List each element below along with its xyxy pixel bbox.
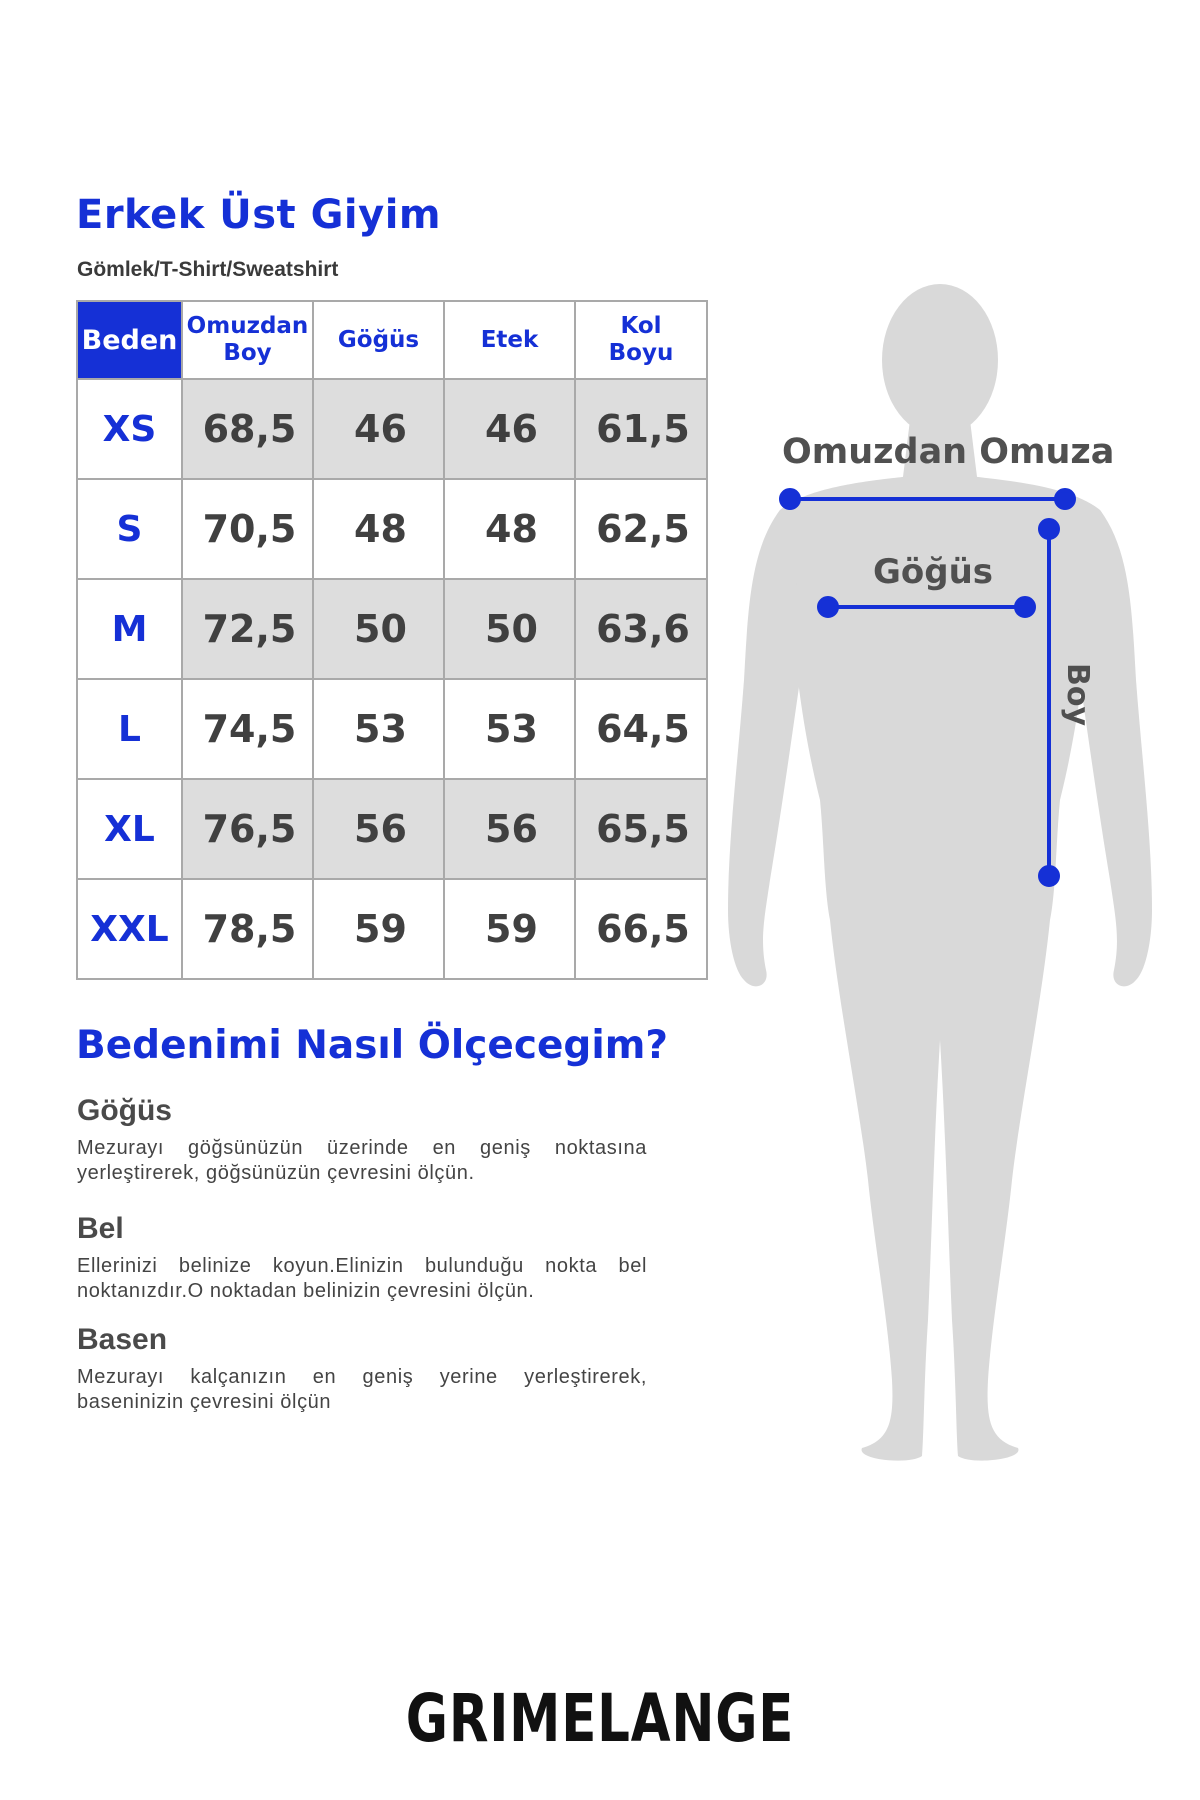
length-cell: 76,5 xyxy=(182,779,313,879)
length-label: Boy xyxy=(1060,663,1095,727)
column-header-sleeve-line2: Boyu xyxy=(608,340,674,366)
table-row xyxy=(77,779,707,879)
guide-item-text: Ellerinizi belinize koyun.Elinizin bulunduğu nokta bel noktanızdır.O noktadan belinizin çevresini ölçün. xyxy=(77,1255,647,1302)
chest-cell: 48 xyxy=(313,479,444,579)
table-row xyxy=(77,479,707,579)
length-cell: 74,5 xyxy=(182,679,313,779)
hem-cell: 56 xyxy=(444,779,575,879)
length-cell: 70,5 xyxy=(182,479,313,579)
chest-cell: 59 xyxy=(313,879,444,979)
guide-title: Bedenimi Nasıl Ölçecegim? xyxy=(76,1023,668,1068)
left-arm-shape xyxy=(728,510,802,986)
page-subtitle: Gömlek/T-Shirt/Sweatshirt xyxy=(77,258,339,281)
page-title: Erkek Üst Giyim xyxy=(76,192,442,238)
shoulder-label: Omuzdan Omuza xyxy=(782,432,1115,472)
chest-cell: 56 xyxy=(313,779,444,879)
guide-item-hip xyxy=(77,1323,647,1415)
guide-item-heading: Basen xyxy=(77,1323,168,1356)
torso-legs-shape xyxy=(765,476,1115,1461)
length-cell: 72,5 xyxy=(182,579,313,679)
column-header-chest: Göğüs xyxy=(313,301,444,379)
table-row xyxy=(77,579,707,679)
size-cell: S xyxy=(77,479,182,579)
column-header-length-line1: Omuzdan xyxy=(186,313,309,339)
table-row xyxy=(77,879,707,979)
sleeve-cell: 62,5 xyxy=(575,479,707,579)
length-bottom-dot xyxy=(1040,867,1058,885)
chest-cell: 50 xyxy=(313,579,444,679)
chest-cell: 53 xyxy=(313,679,444,779)
guide-item-heading: Göğüs xyxy=(77,1094,172,1127)
chest-left-dot xyxy=(819,598,837,616)
guide-item-text: Mezurayı kalçanızın en geniş yerine yerleştirerek, baseninizin çevresini ölçün xyxy=(77,1366,647,1413)
chest-label: Göğüs xyxy=(873,552,994,592)
size-cell: L xyxy=(77,679,182,779)
column-header-length xyxy=(182,301,313,379)
guide-item-chest xyxy=(77,1094,647,1186)
shoulder-left-dot xyxy=(781,490,799,508)
size-cell: M xyxy=(77,579,182,679)
hem-cell: 53 xyxy=(444,679,575,779)
size-cell: XL xyxy=(77,779,182,879)
hem-cell: 50 xyxy=(444,579,575,679)
hem-cell: 59 xyxy=(444,879,575,979)
sleeve-cell: 64,5 xyxy=(575,679,707,779)
size-cell: XS xyxy=(77,379,182,479)
shoulder-right-dot xyxy=(1056,490,1074,508)
table-row xyxy=(77,679,707,779)
sleeve-cell: 63,6 xyxy=(575,579,707,679)
hem-cell: 48 xyxy=(444,479,575,579)
guide-item-waist xyxy=(77,1212,647,1304)
column-header-hem: Etek xyxy=(444,301,575,379)
length-top-dot xyxy=(1040,520,1058,538)
length-cell: 78,5 xyxy=(182,879,313,979)
hem-cell: 46 xyxy=(444,379,575,479)
right-arm-shape xyxy=(1078,510,1152,986)
length-cell: 68,5 xyxy=(182,379,313,479)
column-header-sleeve-line1: Kol xyxy=(620,313,662,339)
column-header-length-line2: Boy xyxy=(223,340,272,366)
guide-item-text: Mezurayı göğsünüzün üzerinde en geniş noktasına yerleştirerek, göğsünüzün çevresini ölçün. xyxy=(77,1137,647,1184)
size-chart-table xyxy=(76,300,708,980)
sleeve-cell: 66,5 xyxy=(575,879,707,979)
head-shape xyxy=(882,284,998,436)
chest-cell: 46 xyxy=(313,379,444,479)
table-row xyxy=(77,379,707,479)
column-header-size: Beden xyxy=(77,301,182,379)
column-header-sleeve xyxy=(575,301,707,379)
brand-logo: GRIMELANGE xyxy=(405,1680,795,1757)
sleeve-cell: 65,5 xyxy=(575,779,707,879)
guide-item-heading: Bel xyxy=(77,1212,124,1245)
chest-right-dot xyxy=(1016,598,1034,616)
sleeve-cell: 61,5 xyxy=(575,379,707,479)
table-header-row xyxy=(77,301,707,379)
size-cell: XXL xyxy=(77,879,182,979)
